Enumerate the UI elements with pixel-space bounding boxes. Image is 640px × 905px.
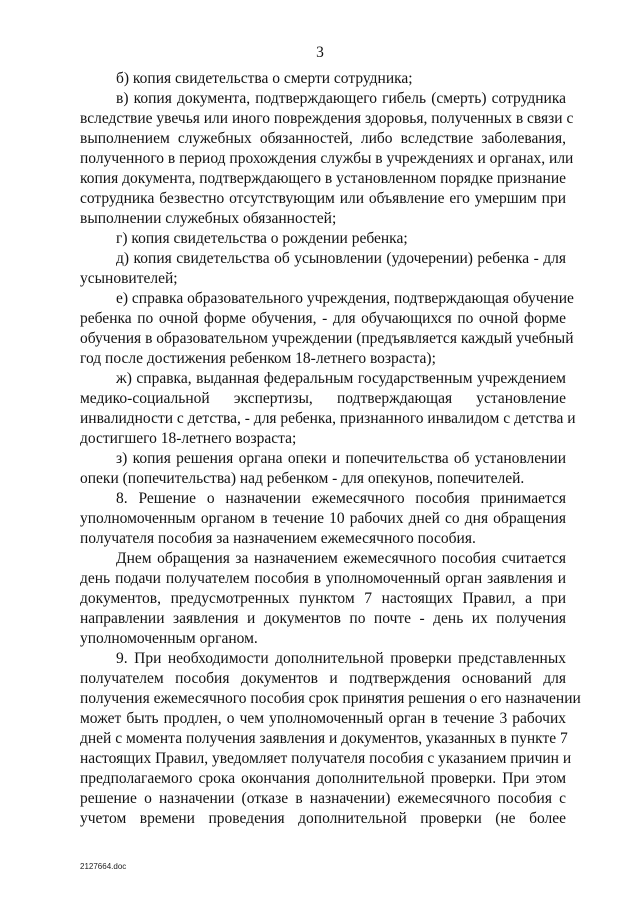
text-line: Днем обращения за назначением ежемесячного пособия считается: [116, 550, 566, 567]
text-line: д) копия свидетельства об усыновлении (удочерении) ребенка - для: [116, 250, 566, 267]
text-line: день подачи получателем пособия в уполномоченный орган заявления и: [80, 570, 566, 587]
paragraph-item-e: [80, 289, 574, 369]
text-line: направлении заявления и документов по почте - день их получения: [80, 610, 566, 627]
text-line: копия документа, подтверждающего в установленном порядке признание: [80, 170, 566, 187]
paragraph-item-d: [80, 249, 566, 289]
text-line: сотрудника безвестно отсутствующим или объявление его умершим при: [80, 190, 566, 207]
text-line: может быть продлен, о чем уполномоченный орган в течение 3 рабочих: [80, 710, 566, 727]
text-line: обучения в образовательном учреждении (предъявляется каждый учебный: [80, 330, 574, 347]
text-line: полученного в период прохождения службы в учреждениях и органах, или: [80, 150, 574, 167]
text-line: в) копия документа, подтверждающего гибель (смерть) сотрудника: [116, 90, 566, 107]
paragraph-item-g: [80, 229, 566, 249]
paragraph-item-v: [80, 89, 574, 229]
text-line: ж) справка, выданная федеральным государственным учреждением: [116, 370, 566, 387]
text-line: ребенка по очной форме обучения, - для обучающихся по очной форме: [80, 310, 566, 327]
document-body: [80, 69, 581, 829]
text-line: учетом времени проведения дополнительной проверки (не более: [80, 810, 566, 827]
text-line: медико-социальной экспертизы, подтверждающая установление: [80, 390, 566, 407]
text-line: е) справка образовательного учреждения, подтверждающая обучение: [116, 290, 574, 307]
text-line: вследствие увечья или иного повреждения здоровья, полученных в связи с: [80, 110, 574, 127]
text-line: 9. При необходимости дополнительной проверки представленных: [116, 650, 566, 667]
file-name-footer: 2127664.doc: [80, 862, 127, 871]
text-line: получателем пособия документов и подтверждения оснований для: [80, 670, 566, 687]
text-line: достигшего 18-летнего возраста;: [80, 430, 297, 447]
text-line: б) копия свидетельства о смерти сотрудника;: [116, 70, 413, 87]
text-line: выполнением служебных обязанностей, либо вследствие заболевания,: [80, 130, 566, 147]
paragraph-item-zh: [80, 369, 576, 449]
text-line: уполномоченным органом в течение 10 рабочих дней со дня обращения: [80, 510, 566, 527]
page-number: 3: [316, 44, 324, 61]
text-line: решение о назначении (отказе в назначении) ежемесячного пособия с: [80, 790, 566, 807]
text-line: настоящих Правил, уведомляет получателя пособия с указанием причин и: [80, 750, 572, 767]
text-line: опеки (попечительства) над ребенком - для опекунов, попечителей.: [80, 470, 525, 487]
text-line: з) копия решения органа опеки и попечительства об установлении: [116, 450, 566, 467]
paragraph-clause-8: [80, 489, 566, 549]
text-line: выполнении служебных обязанностей;: [80, 210, 337, 227]
text-line: предполагаемого срока окончания дополнительной проверки. При этом: [80, 770, 566, 787]
paragraph-item-b: [80, 69, 566, 89]
text-line: г) копия свидетельства о рождении ребенка;: [116, 230, 408, 247]
text-line: получения ежемесячного пособия срок принятия решения о его назначении: [80, 690, 581, 707]
text-line: усыновителей;: [80, 270, 178, 287]
paragraph-clause-9: [80, 649, 581, 829]
text-line: год после достижения ребенком 18-летнего возраста);: [80, 350, 436, 367]
text-line: документов, предусмотренных пунктом 7 настоящих Правил, а при: [80, 590, 566, 607]
paragraph-item-z: [80, 449, 566, 489]
text-line: инвалидности с детства, - для ребенка, признанного инвалидом с детства и: [80, 410, 576, 427]
text-line: дней с момента получения заявления и документов, указанных в пункте 7: [80, 730, 568, 747]
text-line: 8. Решение о назначении ежемесячного пособия принимается: [116, 490, 566, 507]
paragraph-clause-8-day: [80, 549, 566, 649]
text-line: получателя пособия за назначением ежемесячного пособия.: [80, 530, 476, 547]
text-line: уполномоченным органом.: [80, 630, 258, 647]
